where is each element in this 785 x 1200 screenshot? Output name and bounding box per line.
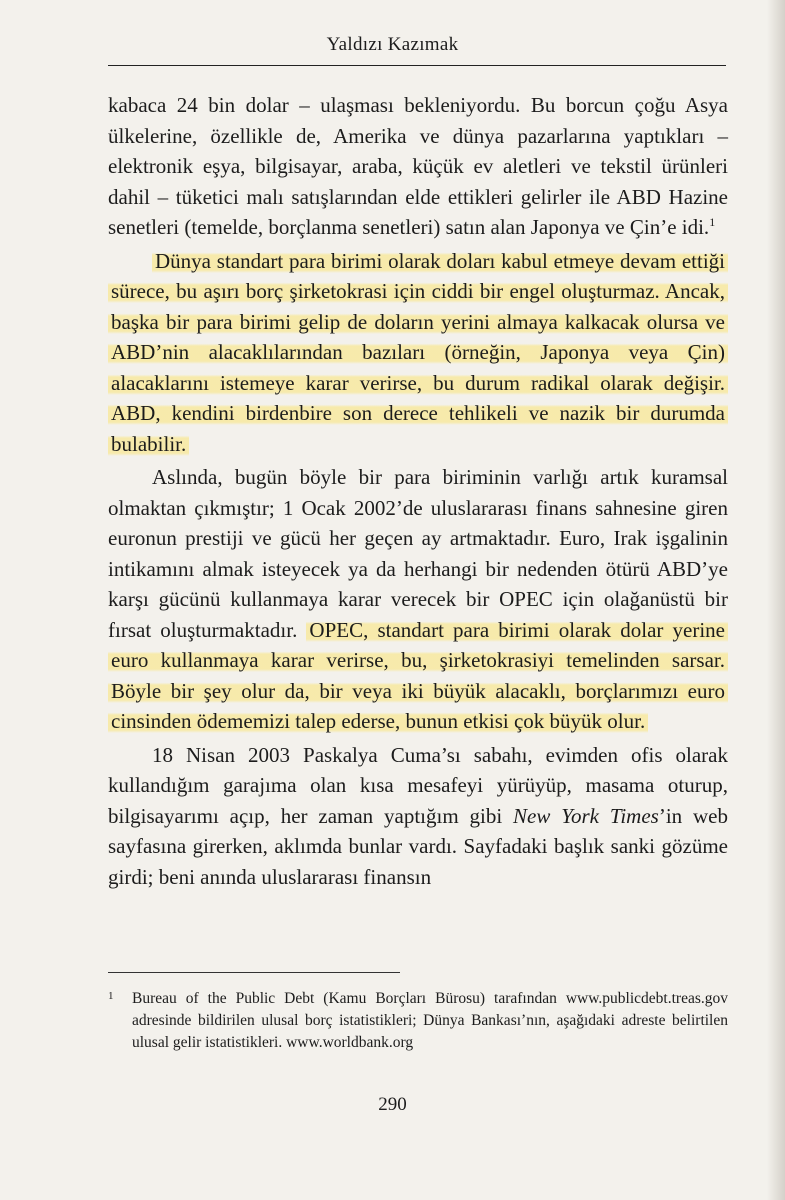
page-number: 290 xyxy=(378,1094,407,1115)
page-edge-shadow xyxy=(767,0,785,1200)
italic-title: New York Times xyxy=(513,803,659,828)
highlighted-passage: Dünya standart para birimi olarak doları kabul etmeye devam ettiği sürece, bu aşırı borç şirketokrasi için ciddi bir engel oluşturmaz. Ancak, başka bir para birimi gelip de doların yerini almaya kalkacak olursa ve ABD’nin alacaklılarından bazıları (örneğin, Japonya veya Çin) alacaklarını istemeye karar verirse, bu durum radikal olarak değişir. ABD, kendini birdenbire son derece tehlikeli ve nazik bir durumda bulabilir. xyxy=(108,249,728,456)
paragraph-3-text: Aslında, bugün böyle bir para biriminin varlığı artık kuramsal olmaktan çıkmıştır; 1 Ocak 2002’de uluslararası finans sahnesine giren euronun prestiji ve gücü her geçen ay artmaktadır. Euro, Irak işgalinin intikamını almak isteyecek ya da herhangi bir nedenden ötürü ABD’ye karşı gücünü kullanmaya karar verecek bir OPEC için olağanüstü bir fırsat oluşturmaktadır. xyxy=(108,465,728,642)
paragraph-4-text-cont: ’in web sayfasına girerken, aklımda bunlar vardı. Sayfadaki başlık sanki gözüme girdi; beni anında uluslararası finansın xyxy=(108,803,728,889)
paragraph-1 xyxy=(108,90,728,243)
highlighted-passage: OPEC, standart para birimi olarak dolar yerine euro kullanmaya karar verirse, bu, şirketokrasiyi temelinden sarsar. Böyle bir şey olur da, bir veya iki büyük alacaklı, borçlarımızı euro cinsinden ödememizi talep ederse, bunun etkisi çok büyük olur. xyxy=(108,618,728,734)
paragraph-3 xyxy=(108,462,728,737)
paragraph-2 xyxy=(108,246,728,460)
paragraph-1-text: kabaca 24 bin dolar – ulaşması bekleniyordu. Bu borcun çoğu Asya ülkelerine, özellikle de, Amerika ve dünya pazarlarına yaptıkları – elektronik eşya, bilgisayar, araba, küçük ev aletleri ve tekstil ürünleri dahil – tüketici malı satışlarından elde ettikleri gelirler ile ABD Hazine senetleri (temelde, borçlanma senetleri) satın alan Japonya ve Çin’e idi. xyxy=(108,93,728,239)
paragraph-4 xyxy=(108,740,728,893)
footnote-rule xyxy=(108,972,400,973)
running-title: Yaldızı Kazımak xyxy=(326,34,459,55)
footnote xyxy=(108,988,728,1054)
header-rule xyxy=(108,65,726,66)
paragraph-4-text: 18 Nisan 2003 Paskalya Cuma’sı sabahı, evimden ofis olarak kullandığım garajıma olan kısa mesafeyi yürüyüp, masama oturup, bilgisayarımı açıp, her zaman yaptığım gibi xyxy=(108,742,728,828)
footnote-text: Bureau of the Public Debt (Kamu Borçları Bürosu) tarafından www.publicdebt.treas.gov adresinde bildirilen ulusal borç istatistikleri; Dünya Bankası’nın, aşağıdaki adreste belirtilen ulusal gelir istatistikleri. www.worldbank.org xyxy=(132,990,728,1051)
footnote-reference: 1 xyxy=(709,215,716,229)
body-text xyxy=(108,90,728,892)
footnote-marker: 1 xyxy=(108,990,114,1002)
